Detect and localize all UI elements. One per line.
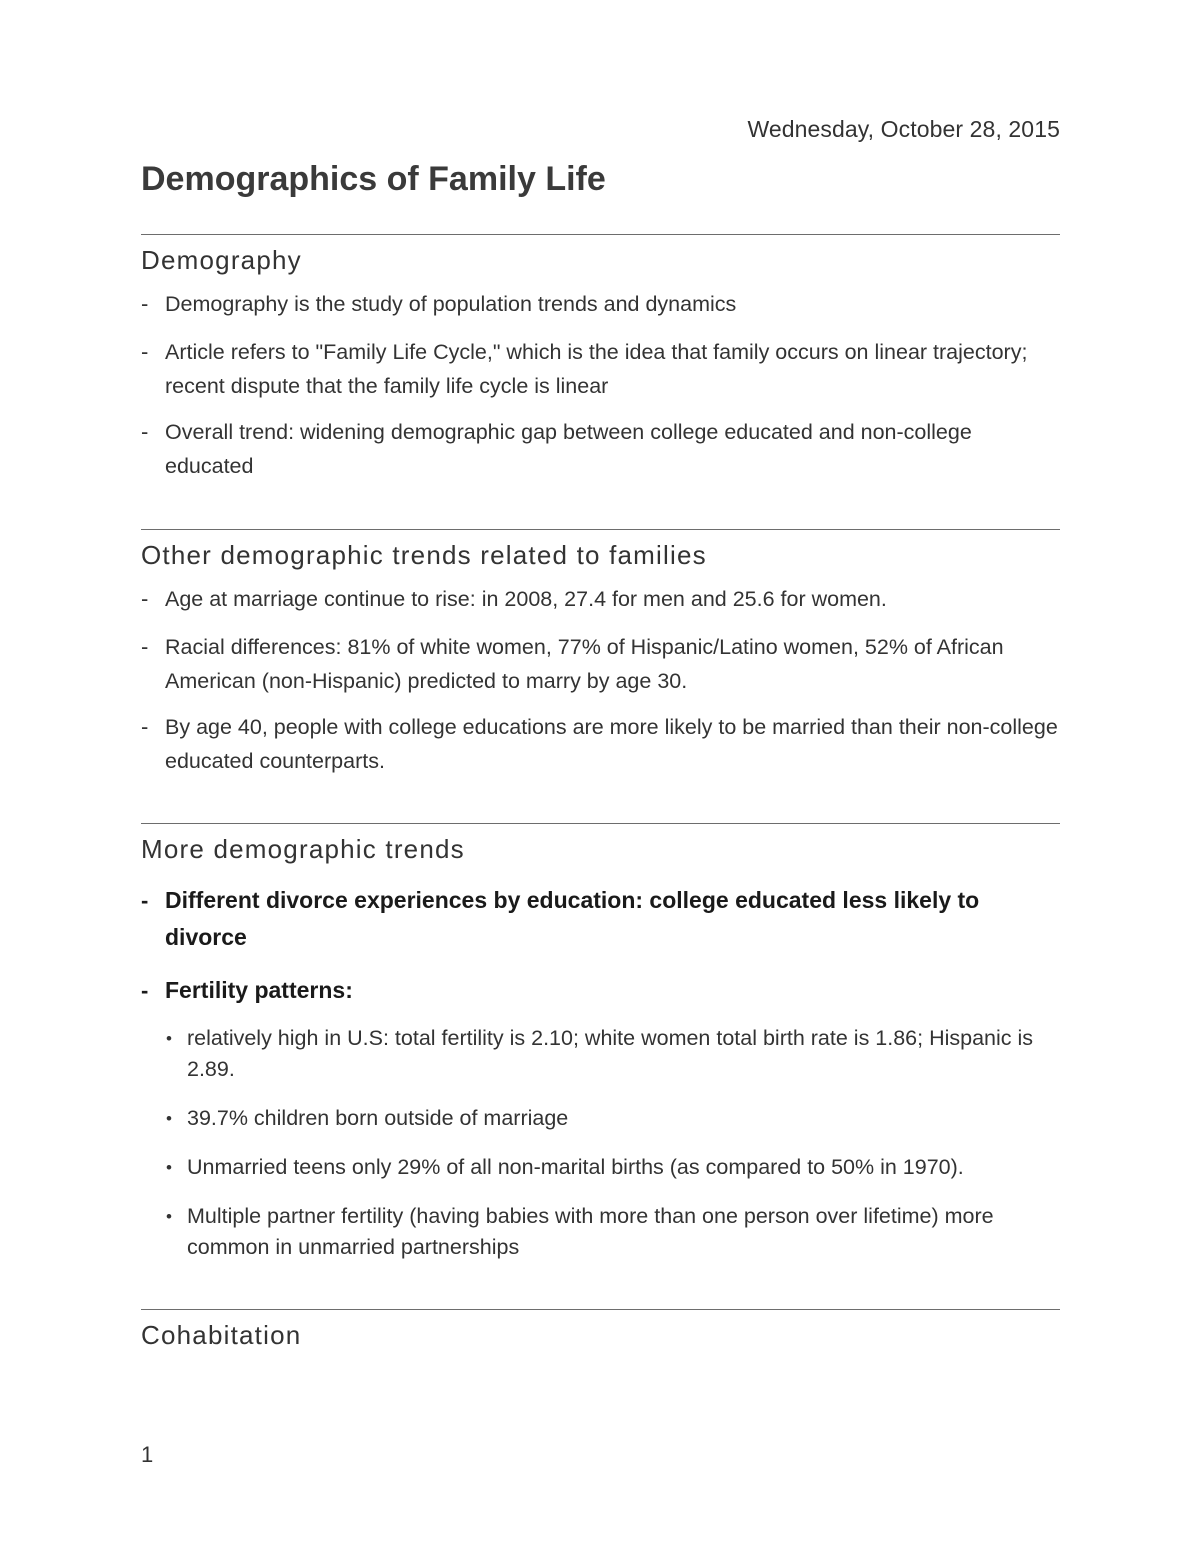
section-divider [141, 529, 1060, 530]
dash-marker: - [141, 634, 149, 659]
dash-marker: - [141, 978, 149, 1003]
section-heading: More demographic trends [141, 834, 465, 864]
sub-list-item-text: relatively high in U.S: total fertility is 2.10; white women total birth rate is 1.86; Hispanic is 2.89. [187, 1026, 1034, 1081]
dash-marker: - [141, 714, 149, 739]
list-item [141, 415, 1060, 483]
section-heading: Cohabitation [141, 1320, 302, 1350]
page-number: 1 [141, 1442, 154, 1467]
section-other-trends [141, 529, 1060, 778]
document-page [141, 0, 1060, 1553]
list-item [141, 582, 1060, 616]
sub-list-item [141, 1103, 1060, 1134]
dash-marker: - [141, 419, 149, 444]
list-item-text: Age at marriage continue to rise: in 2008, 27.4 for men and 25.6 for women. [165, 587, 887, 611]
list-item [141, 335, 1060, 403]
list-item-text: By age 40, people with college educations are more likely to be married than their non-college educated counterparts. [165, 715, 1058, 773]
dash-marker: - [141, 339, 149, 364]
list-item [141, 710, 1060, 778]
list-item-text: Racial differences: 81% of white women, 77% of Hispanic/Latino women, 52% of African American (non-Hispanic) predicted to marry by age 30. [165, 635, 1004, 693]
dash-marker: - [141, 291, 149, 316]
section-cohabitation [141, 1309, 1060, 1352]
sub-list-item-text: 39.7% children born outside of marriage [187, 1106, 569, 1130]
dash-marker: - [141, 888, 149, 913]
section-divider [141, 1309, 1060, 1310]
list-item [141, 972, 1060, 1009]
bullet-marker: • [166, 1158, 172, 1177]
document-title: Demographics of Family Life [141, 160, 606, 198]
bullet-marker: • [166, 1207, 172, 1226]
list-item [141, 630, 1060, 698]
list-item-text: Article refers to "Family Life Cycle," which is the idea that family occurs on linear trajectory; recent dispute that the family life cycle is linear [165, 340, 1028, 398]
sub-list-item-text: Multiple partner fertility (having babies with more than one person over lifetime) more common in unmarried partnerships [187, 1204, 994, 1259]
list-item-text: Demography is the study of population trends and dynamics [165, 292, 737, 316]
sub-list-item [141, 1152, 1060, 1183]
list-item-text: Different divorce experiences by education: college educated less likely to divorce [165, 887, 980, 950]
section-more-trends [141, 823, 1060, 1263]
sub-list-item [141, 1023, 1060, 1085]
section-heading: Demography [141, 245, 302, 275]
list-item [141, 287, 1060, 321]
section-heading: Other demographic trends related to families [141, 540, 707, 570]
list-item-text: Overall trend: widening demographic gap between college educated and non-college educated [165, 420, 972, 478]
list-item-text: Fertility patterns: [165, 977, 353, 1003]
sub-list-item [141, 1201, 1060, 1263]
section-demography [141, 234, 1060, 483]
bullet-marker: • [166, 1109, 172, 1128]
sub-list-item-text: Unmarried teens only 29% of all non-marital births (as compared to 50% in 1970). [187, 1155, 964, 1179]
bullet-marker: • [166, 1029, 172, 1048]
section-divider [141, 234, 1060, 235]
dash-marker: - [141, 586, 149, 611]
list-item [141, 882, 1060, 956]
document-date: Wednesday, October 28, 2015 [747, 116, 1060, 142]
section-divider [141, 823, 1060, 824]
